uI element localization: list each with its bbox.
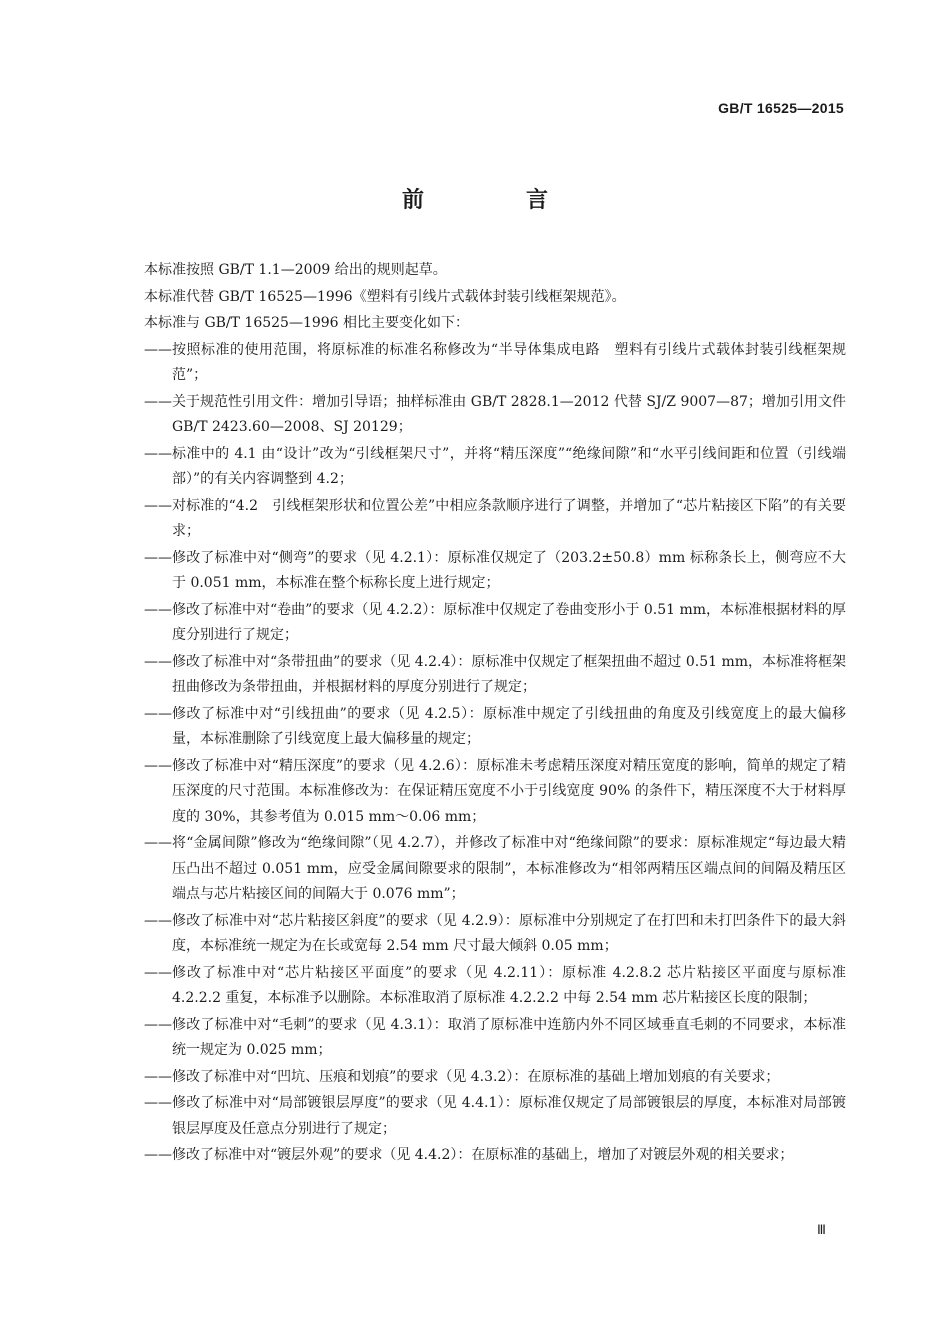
change-item bbox=[144, 961, 846, 1012]
dash-marker: —— bbox=[144, 835, 172, 851]
dash-marker: —— bbox=[144, 497, 172, 514]
change-item bbox=[144, 1143, 846, 1169]
dash-marker: —— bbox=[144, 549, 172, 566]
change-item bbox=[144, 650, 846, 701]
change-text: 对标准的“4.2 引线框架形状和位置公差”中相应条款顺序进行了调整，并增加了“芯片粘接区下陷”的有关要求； bbox=[172, 497, 846, 539]
dash-marker: —— bbox=[144, 341, 172, 358]
change-text: 关于规范性引用文件：增加引导语；抽样标准由 GB/T 2828.1—2012 代替 SJ/Z 9007—87；增加引用文件 GB/T 2423.60—2008、SJ 20129； bbox=[172, 393, 846, 435]
change-item bbox=[144, 831, 846, 908]
dash-marker: —— bbox=[144, 601, 172, 618]
change-text: 修改了标准中对“镀层外观”的要求（见 4.4.2）：在原标准的基础上，增加了对镀层外观的相关要求； bbox=[172, 1147, 794, 1163]
dash-marker: —— bbox=[144, 653, 172, 670]
change-text: 修改了标准中对“局部镀银层厚度”的要求（见 4.4.1）：原标准仅规定了局部镀银层的厚度，本标准对局部镀银层厚度及任意点分别进行了规定； bbox=[172, 1095, 846, 1137]
change-text: 修改了标准中对“条带扭曲”的要求（见 4.2.4）：原标准中仅规定了框架扭曲不超过 0.51 mm，本标准将框架扭曲修改为条带扭曲，并根据材料的厚度分别进行了规定； bbox=[172, 653, 847, 695]
change-item bbox=[144, 338, 846, 389]
change-text: 将“金属间隙”修改为“绝缘间隙”（见 4.2.7），并修改了标准中对“绝缘间隙”的要求：原标准规定“每边最大精压凸出不超过 0.051 mm，应受金属间隙要求的限制”，本标准修改为“相邻两精压区端点间的间隔及精压区端点与芯片粘接区间的间隔大于 0.076 mm”； bbox=[172, 835, 846, 902]
dash-marker: —— bbox=[144, 1016, 172, 1033]
dash-marker: —— bbox=[144, 1147, 172, 1163]
change-text: 修改了标准中对“芯片粘接区斜度”的要求（见 4.2.9）：原标准中分别规定了在打凹和未打凹条件下的最大斜度，本标准统一规定为在长或宽每 2.54 mm 尺寸最大倾斜 0.05 mm； bbox=[172, 912, 846, 954]
page-number: Ⅲ bbox=[817, 1222, 826, 1237]
paragraph: 本标准按照 GB/T 1.1—2009 给出的规则起草。 bbox=[144, 262, 447, 278]
dash-marker: —— bbox=[144, 393, 172, 410]
dash-marker: —— bbox=[144, 964, 172, 981]
dash-marker: —— bbox=[144, 445, 172, 462]
dash-marker: —— bbox=[144, 1095, 172, 1111]
change-text: 修改了标准中对“引线扭曲”的要求（见 4.2.5）：原标准中规定了引线扭曲的角度及引线宽度上的最大偏移量，本标准删除了引线宽度上最大偏移量的规定； bbox=[172, 705, 846, 747]
change-item bbox=[144, 1013, 846, 1064]
change-item bbox=[144, 598, 846, 649]
change-text: 修改了标准中对“凹坑、压痕和划痕”的要求（见 4.3.2）：在原标准的基础上增加划痕的有关要求； bbox=[172, 1068, 780, 1085]
change-text: 修改了标准中对“卷曲”的要求（见 4.2.2）：原标准中仅规定了卷曲变形小于 0.51 mm，本标准根据材料的厚度分别进行了规定； bbox=[172, 601, 847, 643]
dash-marker: —— bbox=[144, 705, 172, 722]
change-item bbox=[144, 1065, 846, 1091]
change-item bbox=[144, 442, 846, 493]
change-text: 修改了标准中对“侧弯”的要求（见 4.2.1）：原标准仅规定了（203.2±50.8）mm 标称条长上，侧弯应不大于 0.051 mm，本标准在整个标称长度上进行规定； bbox=[172, 549, 846, 591]
change-item bbox=[144, 546, 846, 597]
dash-marker: —— bbox=[144, 912, 172, 929]
dash-marker: —— bbox=[144, 757, 172, 774]
paragraph: 本标准代替 GB/T 16525—1996《塑料有引线片式载体封装引线框架规范》。 bbox=[144, 288, 626, 305]
change-item bbox=[144, 494, 846, 545]
change-item bbox=[144, 702, 846, 753]
paragraph: 本标准与 GB/T 16525—1996 相比主要变化如下： bbox=[144, 315, 470, 331]
change-text: 标准中的 4.1 由“设计”改为“引线框架尺寸”，并将“精压深度”“绝缘间隙”和“水平引线间距和位置（引线端部）”的有关内容调整到 4.2； bbox=[172, 445, 846, 487]
change-text: 修改了标准中对“精压深度”的要求（见 4.2.6）：原标准未考虑精压深度对精压宽度的影响，简单的规定了精压深度的尺寸范围。本标准修改为：在保证精压宽度不小于引线宽度 90% 的条件下，精压深度不大于材料厚度的 30%，其参考值为 0.015 mm～0.06 mm； bbox=[172, 757, 846, 825]
change-item bbox=[144, 909, 846, 960]
change-item bbox=[144, 1091, 846, 1142]
dash-marker: —— bbox=[144, 1068, 172, 1085]
change-text: 修改了标准中对“毛刺”的要求（见 4.3.1）：取消了原标准中连筋内外不同区域垂直毛刺的不同要求，本标准统一规定为 0.025 mm； bbox=[172, 1016, 846, 1058]
document-body bbox=[144, 258, 846, 1170]
change-text: 修改了标准中对“芯片粘接区平面度”的要求（见 4.2.11）：原标准 4.2.8.2 芯片粘接区平面度与原标准 4.2.2.2 重复，本标准予以删除。本标准取消了原标准 4.2.2.2 中每 2.54 mm 芯片粘接区长度的限制； bbox=[172, 964, 846, 1006]
change-item bbox=[144, 754, 846, 831]
change-text: 按照标准的使用范围，将原标准的标准名称修改为“半导体集成电路 塑料有引线片式载体封装引线框架规范”； bbox=[172, 341, 846, 383]
standard-code: GB/T 16525—2015 bbox=[718, 100, 844, 116]
page-title: 前 言 bbox=[401, 188, 588, 213]
change-item bbox=[144, 390, 846, 441]
